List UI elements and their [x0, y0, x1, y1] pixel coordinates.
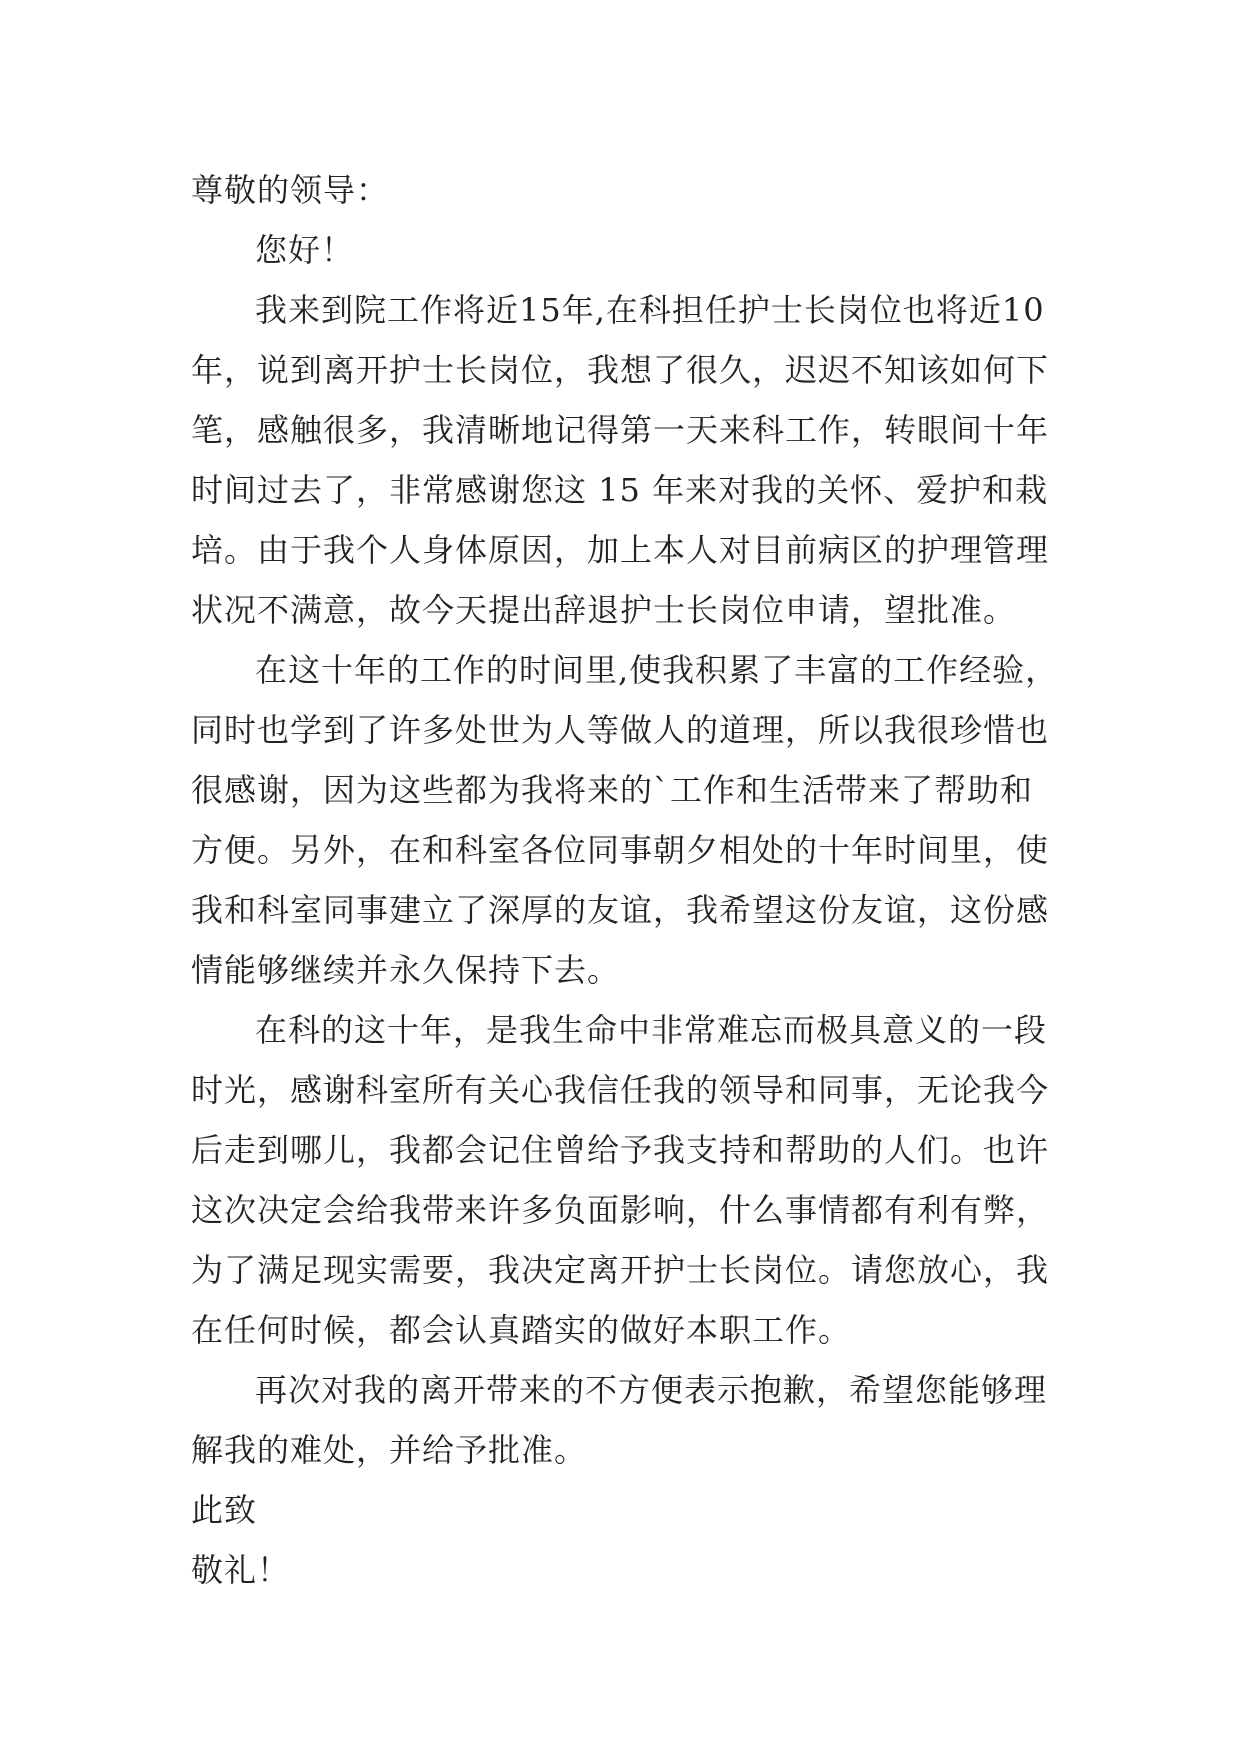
paragraph-line: 同时也学到了许多处世为人等做人的道理，所以我很珍惜也 [191, 711, 1050, 749]
paragraph-line: 我和科室同事建立了深厚的友谊，我希望这份友谊，这份感 [191, 891, 1050, 929]
paragraph-3 [191, 1000, 1057, 1360]
paragraph-line: 再次对我的离开带来的不方便表示抱歉，希望您能够理 [255, 1371, 1048, 1409]
closing-line-1: 此致 [191, 1491, 258, 1529]
paragraph-line: 培。由于我个人身体原因，加上本人对目前病区的护理管理 [191, 531, 1050, 569]
paragraph-line: 我来到院工作将近15年,在科担任护士长岗位也将近10 [255, 291, 1045, 329]
paragraph-line: 在这十年的工作的时间里,使我积累了丰富的工作经验， [255, 651, 1059, 689]
paragraph-line: 解我的难处，并给予批准。 [191, 1431, 588, 1469]
paragraph-2 [191, 640, 1057, 1000]
paragraph-line: 方便。另外，在和科室各位同事朝夕相处的十年时间里，使 [191, 831, 1050, 869]
paragraph-line: 状况不满意，故今天提出辞退护士长岗位申请，望批准。 [191, 591, 1017, 629]
paragraph-line: 笔，感触很多，我清晰地记得第一天来科工作，转眼间十年 [191, 411, 1050, 449]
paragraph-line: 情能够继续并永久保持下去。 [191, 951, 621, 989]
letter-body [191, 160, 1057, 1600]
paragraph-line: 在科的这十年，是我生命中非常难忘而极具意义的一段 [255, 1011, 1048, 1049]
paragraph-line: 年，说到离开护士长岗位，我想了很久，迟迟不知该如何下 [191, 351, 1050, 389]
paragraph-line: 很感谢，因为这些都为我将来的`工作和生活带来了帮助和 [191, 771, 1034, 809]
salutation: 尊敬的领导： [191, 171, 390, 209]
paragraph-line: 为了满足现实需要，我决定离开护士长岗位。请您放心，我 [191, 1251, 1050, 1289]
paragraph-1 [191, 280, 1057, 640]
paragraph-line: 这次决定会给我带来许多负面影响，什么事情都有利有弊， [191, 1191, 1050, 1229]
paragraph-line: 时间过去了，非常感谢您这 15 年来对我的关怀、爱护和栽 [191, 471, 1049, 509]
paragraph-line: 时光，感谢科室所有关心我信任我的领导和同事，无论我今 [191, 1071, 1050, 1109]
paragraph-line: 在任何时候，都会认真踏实的做好本职工作。 [191, 1311, 852, 1349]
paragraph-4 [191, 1360, 1057, 1480]
closing-line-2: 敬礼！ [191, 1551, 291, 1589]
greeting: 您好！ [255, 231, 355, 269]
paragraph-line: 后走到哪儿，我都会记住曾给予我支持和帮助的人们。也许 [191, 1131, 1050, 1169]
